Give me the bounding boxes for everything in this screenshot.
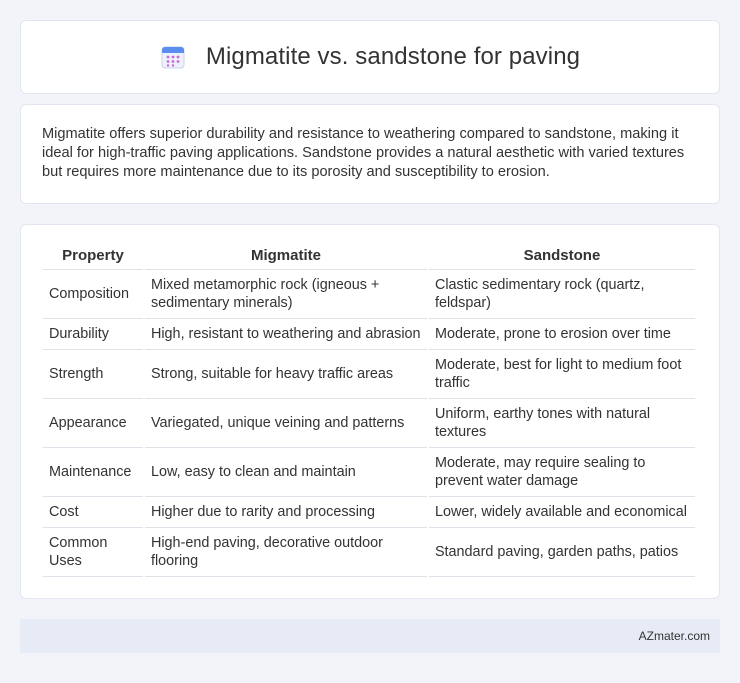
row-sandstone: Moderate, may require sealing to prevent water damage xyxy=(429,447,695,496)
row-property: Composition xyxy=(43,269,143,318)
title-wrap xyxy=(160,43,580,71)
row-migmatite: Variegated, unique veining and patterns xyxy=(145,398,427,447)
row-property: Strength xyxy=(43,349,143,398)
row-property: Appearance xyxy=(43,398,143,447)
calendar-icon xyxy=(160,44,186,70)
table-row xyxy=(43,447,695,496)
header-property: Property xyxy=(62,247,124,264)
row-property: Maintenance xyxy=(43,447,143,496)
page-title: Migmatite vs. sandstone for paving xyxy=(205,43,581,70)
summary-card xyxy=(20,104,720,204)
row-sandstone: Standard paving, garden paths, patios xyxy=(429,527,695,577)
row-property: Common Uses xyxy=(43,527,143,577)
row-sandstone: Moderate, prone to erosion over time xyxy=(429,318,695,349)
table-row xyxy=(43,398,695,447)
row-property: Cost xyxy=(43,496,143,527)
row-migmatite: Low, easy to clean and maintain xyxy=(145,447,427,496)
row-migmatite: High-end paving, decorative outdoor flooring xyxy=(145,527,427,577)
summary-text: Migmatite offers superior durability and resistance to weathering compared to sandstone, making it ideal for high-traffic paving applications. Sandstone provides a natural aesthetic with varied textures but requires more maintenance due to its porosity and susceptibility to erosion. xyxy=(42,126,685,180)
table-row xyxy=(43,269,695,318)
table-row xyxy=(43,496,695,527)
row-sandstone: Lower, widely available and economical xyxy=(429,496,695,527)
header-sandstone: Sandstone xyxy=(523,247,601,264)
row-migmatite: High, resistant to weathering and abrasion xyxy=(145,318,427,349)
table-row xyxy=(43,349,695,398)
row-sandstone: Clastic sedimentary rock (quartz, feldspar) xyxy=(429,269,695,318)
footer-brand: AZmater.com xyxy=(638,629,710,643)
comparison-table-card xyxy=(20,224,720,599)
row-migmatite: Strong, suitable for heavy traffic areas xyxy=(145,349,427,398)
header-migmatite: Migmatite xyxy=(250,247,321,264)
footer-bar xyxy=(20,619,720,653)
title-card xyxy=(20,20,720,94)
table-row xyxy=(43,318,695,349)
row-sandstone: Uniform, earthy tones with natural textures xyxy=(429,398,695,447)
table-row xyxy=(43,527,695,577)
row-sandstone: Moderate, best for light to medium foot traffic xyxy=(429,349,695,398)
comparison-table xyxy=(41,247,697,577)
table-header-row xyxy=(43,247,695,269)
row-migmatite: Mixed metamorphic rock (igneous + sedimentary minerals) xyxy=(145,269,427,318)
row-migmatite: Higher due to rarity and processing xyxy=(145,496,427,527)
row-property: Durability xyxy=(43,318,143,349)
